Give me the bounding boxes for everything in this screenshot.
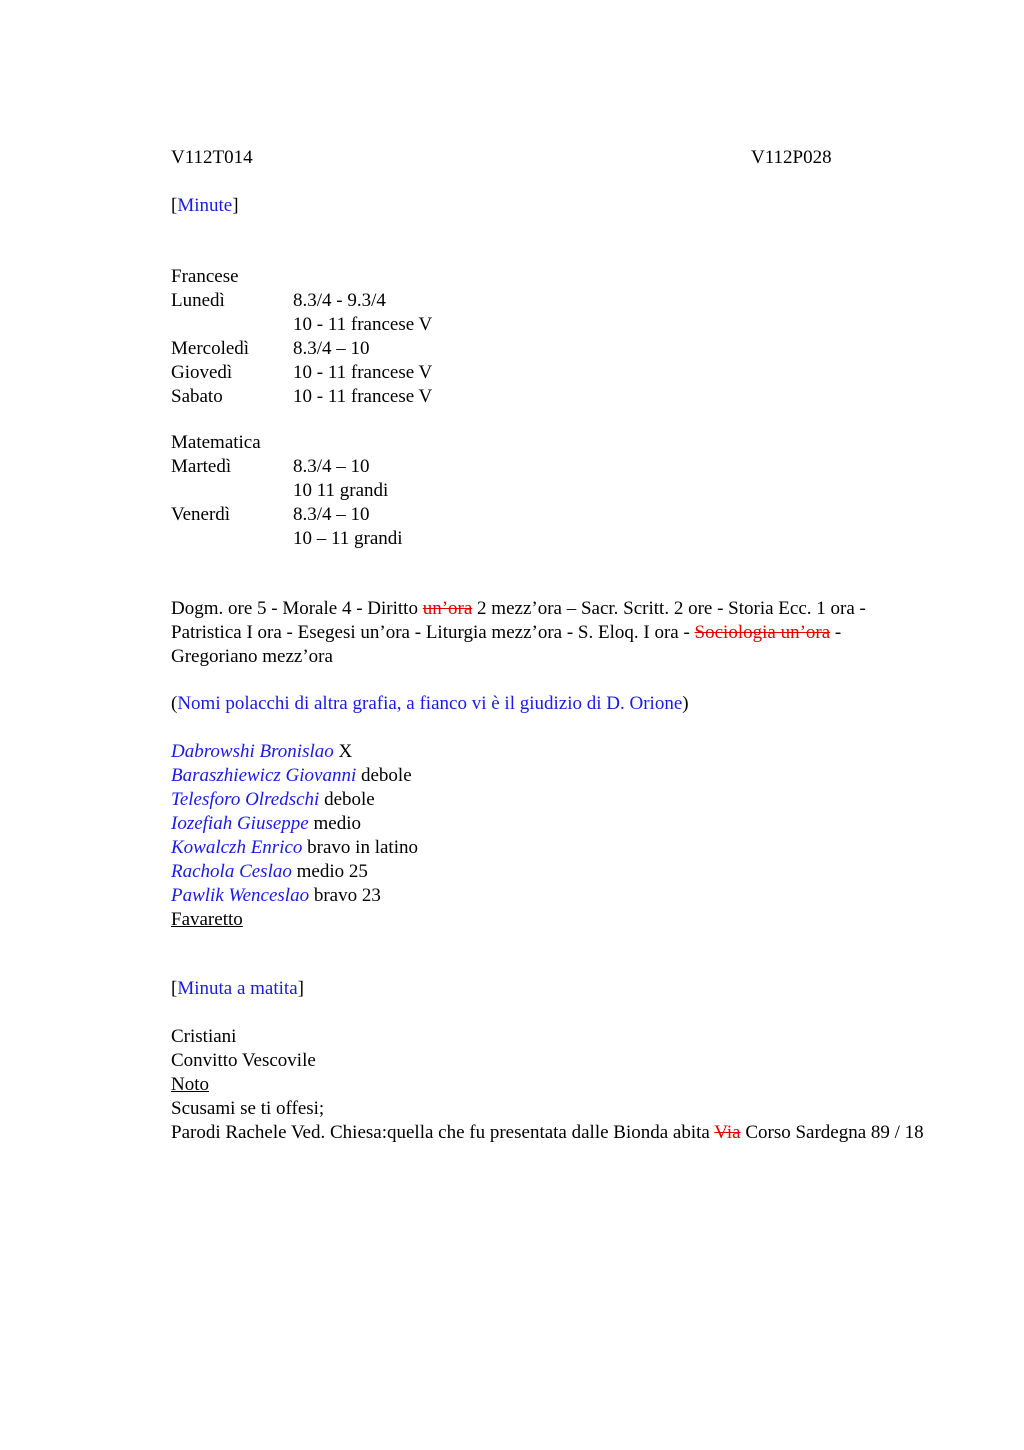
underlined-word: Noto: [171, 1074, 209, 1095]
matematica-schedule: [171, 431, 931, 551]
schedule-row: 10 - 11 francese V: [293, 314, 433, 335]
archive-code-right: V112P028: [751, 147, 832, 168]
schedule-row: Giovedì 10 - 11 francese V: [171, 362, 433, 383]
schedule-row: Mercoledì 8.3/4 – 10: [171, 338, 370, 359]
hours-paragraph: Dogm. ore 5 - Morale 4 - Diritto un’ora 2 mezz’ora – Sacr. Scritt. 2 ore - Storia Ecc. 1 ora - Patristica I ora - Esegesi un’ora - Liturgia mezz’ora - S. Eloq. I ora - Sociologia un’ora - Gregoriano mezz’ora: [171, 598, 866, 667]
pencil-minute-note: [Minuta a matita]: [171, 978, 304, 999]
schedule-row: Sabato 10 - 11 francese V: [171, 386, 433, 407]
deleted-text: un’ora: [422, 598, 473, 619]
pencil-minute-text: Cristiani Convitto Vescovile Noto Scusami se ti offesi; Parodi Rachele Ved. Chiesa:quella che fu presentata dalle Bionda abita Via Corso Sardegna 89 / 18: [171, 1025, 931, 1145]
schedule-row: 10 11 grandi: [293, 480, 389, 501]
archive-code-left: V112T014: [171, 147, 253, 168]
deleted-text: Sociologia un’ora: [694, 622, 831, 643]
list-item: Baraszhiewicz Giovanni debole: [171, 765, 412, 786]
schedule-row: 10 – 11 grandi: [293, 528, 403, 549]
address-line: Parodi Rachele Ved. Chiesa:quella che fu presentata dalle Bionda abita Via Corso Sardegna 89 / 18: [171, 1122, 924, 1143]
polish-names-note: (Nomi polacchi di altra grafia, a fianco vi è il giudizio di D. Orione): [171, 693, 689, 714]
minute-note: [Minute]: [171, 195, 239, 216]
schedule-row: Venerdì 8.3/4 – 10: [171, 504, 370, 525]
schedule-row: Martedì 8.3/4 – 10: [171, 456, 370, 477]
minute-label: Minute: [177, 195, 233, 216]
favaretto-name: Favaretto: [171, 909, 243, 930]
students-list: [171, 740, 931, 932]
matematica-title: Matematica: [171, 432, 261, 453]
list-item: Telesforo Olredschi debole: [171, 789, 375, 810]
list-item: Kowalczh Enrico bravo in latino: [171, 837, 418, 858]
francese-title: Francese: [171, 266, 239, 287]
list-item: Dabrowshi Bronislao X: [171, 741, 353, 762]
list-item: Rachola Ceslao medio 25: [171, 861, 368, 882]
schedule-row: Lunedì 8.3/4 - 9.3/4: [171, 290, 386, 311]
list-item: Iozefiah Giuseppe medio: [171, 813, 361, 834]
deleted-text: Via: [714, 1122, 741, 1143]
list-item: Pawlik Wenceslao bravo 23: [171, 885, 381, 906]
francese-schedule: [171, 265, 931, 409]
